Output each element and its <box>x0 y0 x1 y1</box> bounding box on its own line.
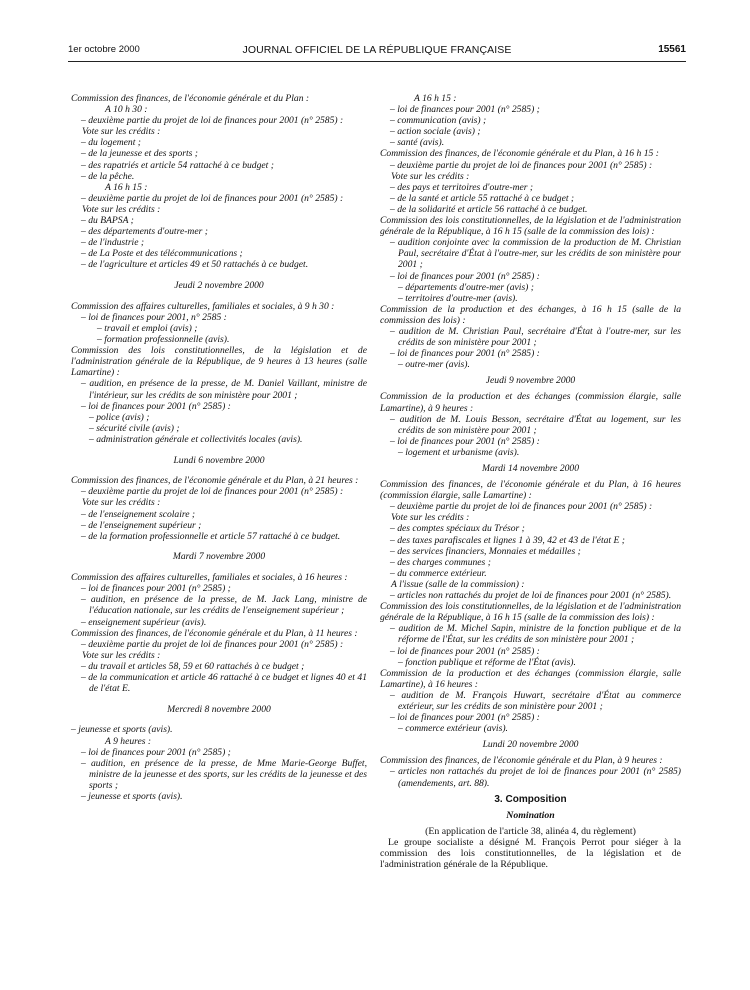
vote-heading: Vote sur les crédits : <box>391 512 470 524</box>
agenda-item: – audition de M. Christian Paul, secrétaire d'État à l'outre-mer, sur les crédits de son ministère pour 2001 ; <box>390 325 681 349</box>
agenda-item: – loi de finances pour 2001 (n° 2585) : <box>81 400 231 412</box>
commission-name: Commission de la production et des échanges, à 16 h 15 (salle de la commission des lois) : <box>380 303 681 326</box>
commission-name: Commission des finances, de l'économie générale et du Plan, à 9 heures : <box>380 755 663 767</box>
agenda-item: – deuxième partie du projet de loi de finances pour 2001 (n° 2585) : <box>81 486 344 498</box>
vote-item: – des services financiers, Monnaies et médailles ; <box>390 545 581 557</box>
left-column <box>71 93 367 802</box>
agenda-subitem: – fonction publique et réforme de l'État (avis). <box>398 656 576 668</box>
commission-name: Commission des lois constitutionnelles, de la législation et de l'administration générale de la République, à 16 h 15 (salle de la commission des lois) : <box>380 601 681 624</box>
vote-heading: Vote sur les crédits : <box>82 649 161 661</box>
header-rule <box>68 61 686 62</box>
agenda-subitem: – outre-mer (avis). <box>398 359 470 371</box>
agenda-item: – santé (avis). <box>390 137 445 149</box>
vote-heading: Vote sur les crédits : <box>82 203 161 215</box>
vote-item: – de la jeunesse et des sports ; <box>81 148 198 160</box>
page-number: 15561 <box>658 44 686 55</box>
vote-item: – de la santé et article 55 rattaché à ce budget ; <box>390 192 575 204</box>
agenda-item: – loi de finances pour 2001 (n° 2585) : <box>390 435 540 447</box>
vote-item: – du BAPSA ; <box>81 215 134 227</box>
vote-item: – des pays et territoires d'outre-mer ; <box>390 181 534 193</box>
agenda-item: – loi de finances pour 2001 (n° 2585) : <box>390 712 540 724</box>
agenda-item: – audition conjointe avec la commission de la production de M. Christian Paul, secrétaire d'État à l'outre-mer, sur les crédits de son ministère pour 2001 ; <box>390 237 681 271</box>
vote-item: – de la pêche. <box>81 170 135 182</box>
nomination-text: Le groupe socialiste a désigné M. François Perrot pour siéger à la commission des lois constitutionnelles, de la législation et de l'administration générale de la République. <box>380 836 681 871</box>
vote-item: – de l'enseignement supérieur ; <box>81 519 202 531</box>
commission-name: – jeunesse et sports (avis). <box>71 724 173 736</box>
vote-item: – de l'industrie ; <box>81 237 145 249</box>
agenda-item: – loi de finances pour 2001 (n° 2585) : <box>390 348 540 360</box>
vote-item: – des taxes parafiscales et lignes 1 à 39, 42 et 43 de l'état E ; <box>390 534 625 546</box>
commission-name: Commission des finances, de l'économie générale et du Plan, à 16 heures (commission élargie, salle Lamartine) : <box>380 479 681 502</box>
vote-item: – des départements d'outre-mer ; <box>81 226 208 238</box>
regulation-reference: (En application de l'article 38, alinéa 4, du règlement) <box>425 825 636 837</box>
right-column <box>380 93 681 870</box>
agenda-item: – audition, en présence de la presse, de M. Jack Lang, ministre de l'éducation nationale, sur les crédits de l'enseignement supérieur ; <box>81 594 367 617</box>
commission-name: Commission de la production et des échanges (commission élargie, salle Lamartine), à 9 heures : <box>380 391 681 414</box>
agenda-subitem: – administration générale et collectivités locales (avis). <box>89 433 303 445</box>
agenda-item: – deuxième partie du projet de loi de finances pour 2001 (n° 2585) : <box>390 159 653 171</box>
vote-item: – des rapatriés et article 54 rattaché à ce budget ; <box>81 159 274 171</box>
vote-heading: Vote sur les crédits : <box>391 170 470 182</box>
agenda-item: – audition de M. Louis Besson, secrétaire d'État au logement, sur les crédits de son ministère pour 2001 ; <box>390 413 681 436</box>
time-heading: A 9 heures : <box>105 735 152 747</box>
agenda-subitem: – travail et emploi (avis) ; <box>97 322 198 334</box>
agenda-item: – loi de finances pour 2001 (n° 2585) ; <box>81 746 231 758</box>
commission-name: Commission des lois constitutionnelles, de la législation et de l'administration générale de la République, à 16 h 15 (salle de la commission des lois) : <box>380 215 681 238</box>
agenda-item: – deuxième partie du projet de loi de finances pour 2001 (n° 2585) : <box>81 638 344 650</box>
agenda-item: – loi de finances pour 2001 (n° 2585) ; <box>81 583 231 595</box>
vote-item: – des comptes spéciaux du Trésor ; <box>390 523 525 535</box>
agenda-subitem: – logement et urbanisme (avis). <box>398 446 520 458</box>
vote-heading: Vote sur les crédits : <box>82 126 161 138</box>
vote-item: – du travail et articles 58, 59 et 60 rattachés à ce budget ; <box>81 660 305 672</box>
date-heading: Lundi 6 novembre 2000 <box>173 454 265 466</box>
agenda-item: – loi de finances pour 2001 (n° 2585) : <box>390 645 540 657</box>
agenda-subitem: – départements d'outre-mer (avis) ; <box>398 281 534 293</box>
date-heading: Jeudi 9 novembre 2000 <box>485 375 576 387</box>
section-subtitle: Nomination <box>506 809 555 821</box>
date-heading: Mardi 7 novembre 2000 <box>172 551 266 563</box>
agenda-subitem: – formation professionnelle (avis). <box>97 334 230 346</box>
vote-item: – de l'enseignement scolaire ; <box>81 508 196 520</box>
agenda-subitem: – territoires d'outre-mer (avis). <box>398 292 518 304</box>
commission-name: Commission des finances, de l'économie générale et du Plan, à 16 h 15 : <box>380 148 659 160</box>
agenda-item: – deuxième partie du projet de loi de finances pour 2001 (n° 2585) : <box>390 501 653 513</box>
commission-name: Commission des affaires culturelles, familiales et sociales, à 9 h 30 : <box>71 300 335 312</box>
commission-name: Commission des affaires culturelles, familiales et sociales, à 16 heures : <box>71 572 348 584</box>
agenda-item: – loi de finances pour 2001, n° 2585 : <box>81 311 227 323</box>
commission-name: Commission de la production et des échanges (commission élargie, salle Lamartine), à 16 heures : <box>380 667 681 690</box>
agenda-item: – loi de finances pour 2001 (n° 2585) : <box>390 270 540 282</box>
agenda-item: – audition de M. Michel Sapin, ministre de la fonction publique et de la réforme de l'État, sur les crédits de son ministère pour 2001 ; <box>390 623 681 646</box>
agenda-subitem: – commerce extérieur (avis). <box>398 723 508 735</box>
time-heading: A l'issue (salle de la commission) : <box>391 578 525 590</box>
agenda-item: – audition, en présence de la presse, de Mme Marie-George Buffet, ministre de la jeunesse et des sports, sur les crédits de la jeunesse et des sports ; <box>81 757 367 791</box>
agenda-subitem: – police (avis) ; <box>89 411 150 423</box>
agenda-item: – articles non rattachés du projet de loi de finances pour 2001 (n° 2585). <box>390 590 672 602</box>
vote-item: – de l'agriculture et articles 49 et 50 rattachés à ce budget. <box>81 259 309 271</box>
agenda-item: – audition de M. François Huwart, secrétaire d'État au commerce extérieur, sur les crédits de son ministère pour 2001 ; <box>390 689 681 712</box>
commission-name: Commission des finances, de l'économie générale et du Plan, à 21 heures : <box>71 475 359 487</box>
time-heading: A 16 h 15 : <box>414 93 457 104</box>
header-date: 1er octobre 2000 <box>68 44 140 55</box>
agenda-item: – audition, en présence de la presse, de M. Daniel Vaillant, ministre de l'intérieur, sur les crédits de son ministère pour 2001 ; <box>81 378 367 401</box>
agenda-item: – deuxième partie du projet de loi de finances pour 2001 (n° 2585) : <box>81 192 344 204</box>
vote-item: – du commerce extérieur. <box>390 567 487 579</box>
agenda-item: – enseignement supérieur (avis). <box>81 616 207 628</box>
page-header <box>68 44 686 60</box>
date-heading: Mardi 14 novembre 2000 <box>481 463 580 474</box>
agenda-item: – communication (avis) ; <box>390 115 487 127</box>
commission-name: Commission des finances, de l'économie générale et du Plan, à 11 heures : <box>71 627 358 639</box>
commission-name: Commission des lois constitutionnelles, de la législation et de l'administration générale de la République, de 9 heures à 13 heures (salle Lamartine) : <box>71 345 367 379</box>
vote-item: – de la communication et article 46 rattaché à ce budget et lignes 40 et 41 de l'état E. <box>81 671 367 695</box>
agenda-item: – action sociale (avis) ; <box>390 126 481 138</box>
agenda-item: – articles non rattachés du projet de loi de finances pour 2001 (n° 2585) (amendements, art. 88). <box>390 766 681 789</box>
journal-title: JOURNAL OFFICIEL DE LA RÉPUBLIQUE FRANÇAISE <box>242 44 512 56</box>
vote-item: – de La Poste et des télécommunications ; <box>81 248 243 260</box>
vote-item: – de la formation professionnelle et article 57 rattaché à ce budget. <box>81 530 341 542</box>
date-heading: Mercredi 8 novembre 2000 <box>167 703 271 715</box>
vote-item: – de la solidarité et article 56 rattaché à ce budget. <box>390 203 588 215</box>
vote-item: – du logement ; <box>81 137 141 149</box>
date-heading: Lundi 20 novembre 2000 <box>482 739 579 751</box>
section-title: 3. Composition <box>494 793 567 805</box>
agenda-item: – deuxième partie du projet de loi de finances pour 2001 (n° 2585) : <box>81 115 344 127</box>
time-heading: A 10 h 30 : <box>105 104 148 116</box>
agenda-subitem: – sécurité civile (avis) ; <box>89 422 180 434</box>
time-heading: A 16 h 15 : <box>105 181 148 193</box>
date-heading: Jeudi 2 novembre 2000 <box>174 280 264 292</box>
commission-name: Commission des finances, de l'économie générale et du Plan : <box>71 93 310 104</box>
agenda-item: – loi de finances pour 2001 (n° 2585) ; <box>390 104 540 116</box>
vote-item: – des charges communes ; <box>390 556 491 568</box>
vote-heading: Vote sur les crédits : <box>82 497 161 509</box>
agenda-item: – jeunesse et sports (avis). <box>81 791 183 802</box>
